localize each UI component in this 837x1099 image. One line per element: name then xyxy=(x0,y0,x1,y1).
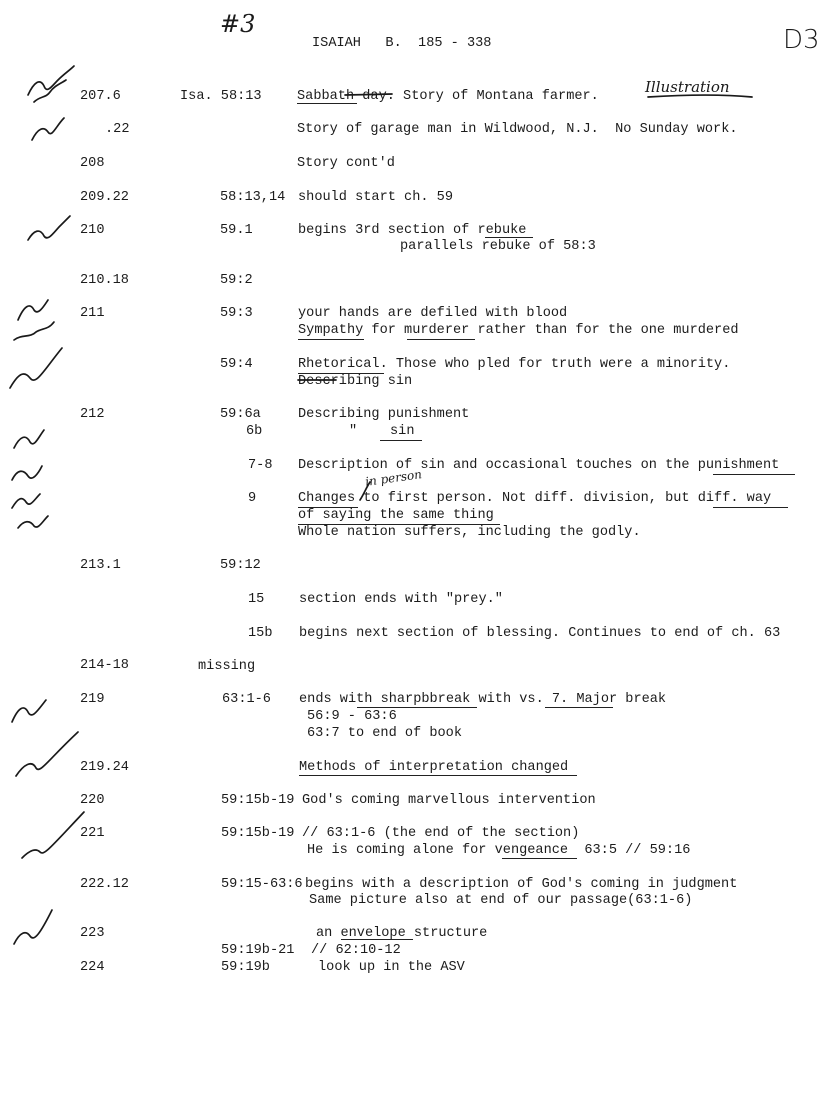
note-text-continued: 56:9 - 63:6 xyxy=(307,709,397,724)
note-text-continued: of saying the same thing xyxy=(298,508,494,523)
note-text: Story cont'd xyxy=(297,156,395,171)
note-text: God's coming marvellous intervention xyxy=(302,793,596,808)
scripture-ref: 59:3 xyxy=(220,306,253,321)
note-text: ends with sharpbbreak with vs. 7. Major break xyxy=(299,692,667,707)
insert-caret-icon xyxy=(360,482,370,500)
margin-check-icon xyxy=(34,80,66,102)
scripture-ref: 59.1 xyxy=(220,223,253,238)
note-text: Rhetorical. Those who pled for truth were a minority. xyxy=(298,357,731,372)
margin-check-icon xyxy=(10,348,62,388)
scripture-ref: 59:12 xyxy=(220,558,261,573)
scripture-ref: Isa. 58:13 xyxy=(180,89,262,104)
page-ref: .22 xyxy=(105,122,130,137)
note-text: begins next section of blessing. Continues to end of ch. 63 xyxy=(299,626,781,641)
margin-check-icon xyxy=(18,516,48,528)
note-text: Changes to first person. Not diff. division, but diff. way xyxy=(298,491,772,506)
page-ref: 207.6 xyxy=(80,89,121,104)
margin-check-icon xyxy=(16,732,78,776)
page-ref: 208 xyxy=(80,156,105,171)
note-text-continued: Sympathy for murderer rather than for the one murdered xyxy=(298,323,739,338)
scripture-ref: 7-8 xyxy=(248,458,273,473)
margin-check-icon xyxy=(14,322,54,340)
note-text: Story of garage man in Wildwood, N.J. No Sunday work. xyxy=(297,122,738,137)
page-ref: 220 xyxy=(80,793,105,808)
note-text: look up in the ASV xyxy=(318,960,465,975)
margin-check-icon xyxy=(12,466,42,480)
note-text: // 63:1-6 (the end of the section) xyxy=(302,826,580,841)
note-text: Description of sin and occasional touches on the punishment xyxy=(298,458,780,473)
note-text: Sabbath day. Story of Montana farmer. xyxy=(297,89,599,104)
page-ref: 210 xyxy=(80,223,105,238)
note-text: your hands are defiled with blood xyxy=(298,306,568,321)
scripture-ref: 59:15b-19 xyxy=(221,793,295,808)
page-ref: 209.22 xyxy=(80,190,129,205)
scripture-ref: 59:2 xyxy=(220,273,253,288)
page-ref: 222.12 xyxy=(80,877,129,892)
page-ref: 219 xyxy=(80,692,105,707)
annotation-underline xyxy=(648,95,752,97)
margin-check-icon xyxy=(12,700,46,722)
note-text-continued: He is coming alone for vengeance 63:5 // 59:16 xyxy=(307,843,691,858)
note-text: should start ch. 59 xyxy=(298,190,453,205)
page-ref: 223 xyxy=(80,926,105,941)
note-text-continued: Same picture also at end of our passage(63:1-6) xyxy=(309,893,693,908)
margin-check-icon xyxy=(18,300,48,320)
scripture-ref: 9 xyxy=(248,491,257,506)
scripture-ref: 63:1-6 xyxy=(222,692,271,707)
document-code: D3 xyxy=(783,25,820,55)
scripture-ref: 59:19b-21 xyxy=(221,943,295,958)
document-title: ISAIAH B. 185 - 338 xyxy=(312,36,492,51)
note-text-continued: 63:7 to end of book xyxy=(307,726,462,741)
margin-check-icon xyxy=(28,216,70,240)
note-text: Describing punishment xyxy=(298,407,470,422)
note-text-continued: Describing sin xyxy=(298,374,413,389)
page-ref: 224 xyxy=(80,960,105,975)
scripture-ref: 59:6a xyxy=(220,407,261,422)
margin-check-icon xyxy=(14,430,44,448)
note-text: begins 3rd section of rebuke xyxy=(298,223,527,238)
scripture-ref: 15 xyxy=(248,592,265,607)
page-number-mark: #3 xyxy=(220,10,256,38)
strike-story xyxy=(345,94,392,95)
note-text-continued: Whole nation suffers, including the godly. xyxy=(298,525,641,540)
note-text-continued: sin xyxy=(390,424,415,439)
illustration-annotation: Illustration xyxy=(645,78,730,96)
note-text: // 62:10-12 xyxy=(311,943,401,958)
scripture-ref: 15b xyxy=(248,626,273,641)
ditto-mark: " xyxy=(349,424,358,439)
missing-label: missing xyxy=(198,659,256,674)
page-ref: 213.1 xyxy=(80,558,121,573)
margin-check-icon xyxy=(22,812,84,858)
in-person-annotation: in person xyxy=(364,467,423,489)
page-ref: 210.18 xyxy=(80,273,129,288)
page-ref: 212 xyxy=(80,407,105,422)
note-text: section ends with "prey." xyxy=(299,592,503,607)
note-text: an envelope structure xyxy=(316,926,488,941)
margin-check-icon xyxy=(12,494,40,508)
page-ref: 211 xyxy=(80,306,105,321)
scripture-ref: 59:19b xyxy=(221,960,270,975)
scripture-ref: 59:4 xyxy=(220,357,253,372)
note-text: begins with a description of God's coming in judgment xyxy=(305,877,738,892)
scripture-ref: 59:15b-19 xyxy=(221,826,295,841)
margin-check-icon xyxy=(14,910,52,944)
page-ref: 219.24 xyxy=(80,760,129,775)
scripture-ref: 58:13,14 xyxy=(220,190,286,205)
note-text-continued: parallels rebuke of 58:3 xyxy=(400,239,596,254)
note-text: Methods of interpretation changed xyxy=(299,760,569,775)
scripture-ref: 59:15-63:6 xyxy=(221,877,303,892)
page-ref: 221 xyxy=(80,826,105,841)
scripture-ref: 6b xyxy=(246,424,263,439)
page-ref: 214-18 xyxy=(80,658,129,673)
margin-check-icon xyxy=(32,118,64,140)
